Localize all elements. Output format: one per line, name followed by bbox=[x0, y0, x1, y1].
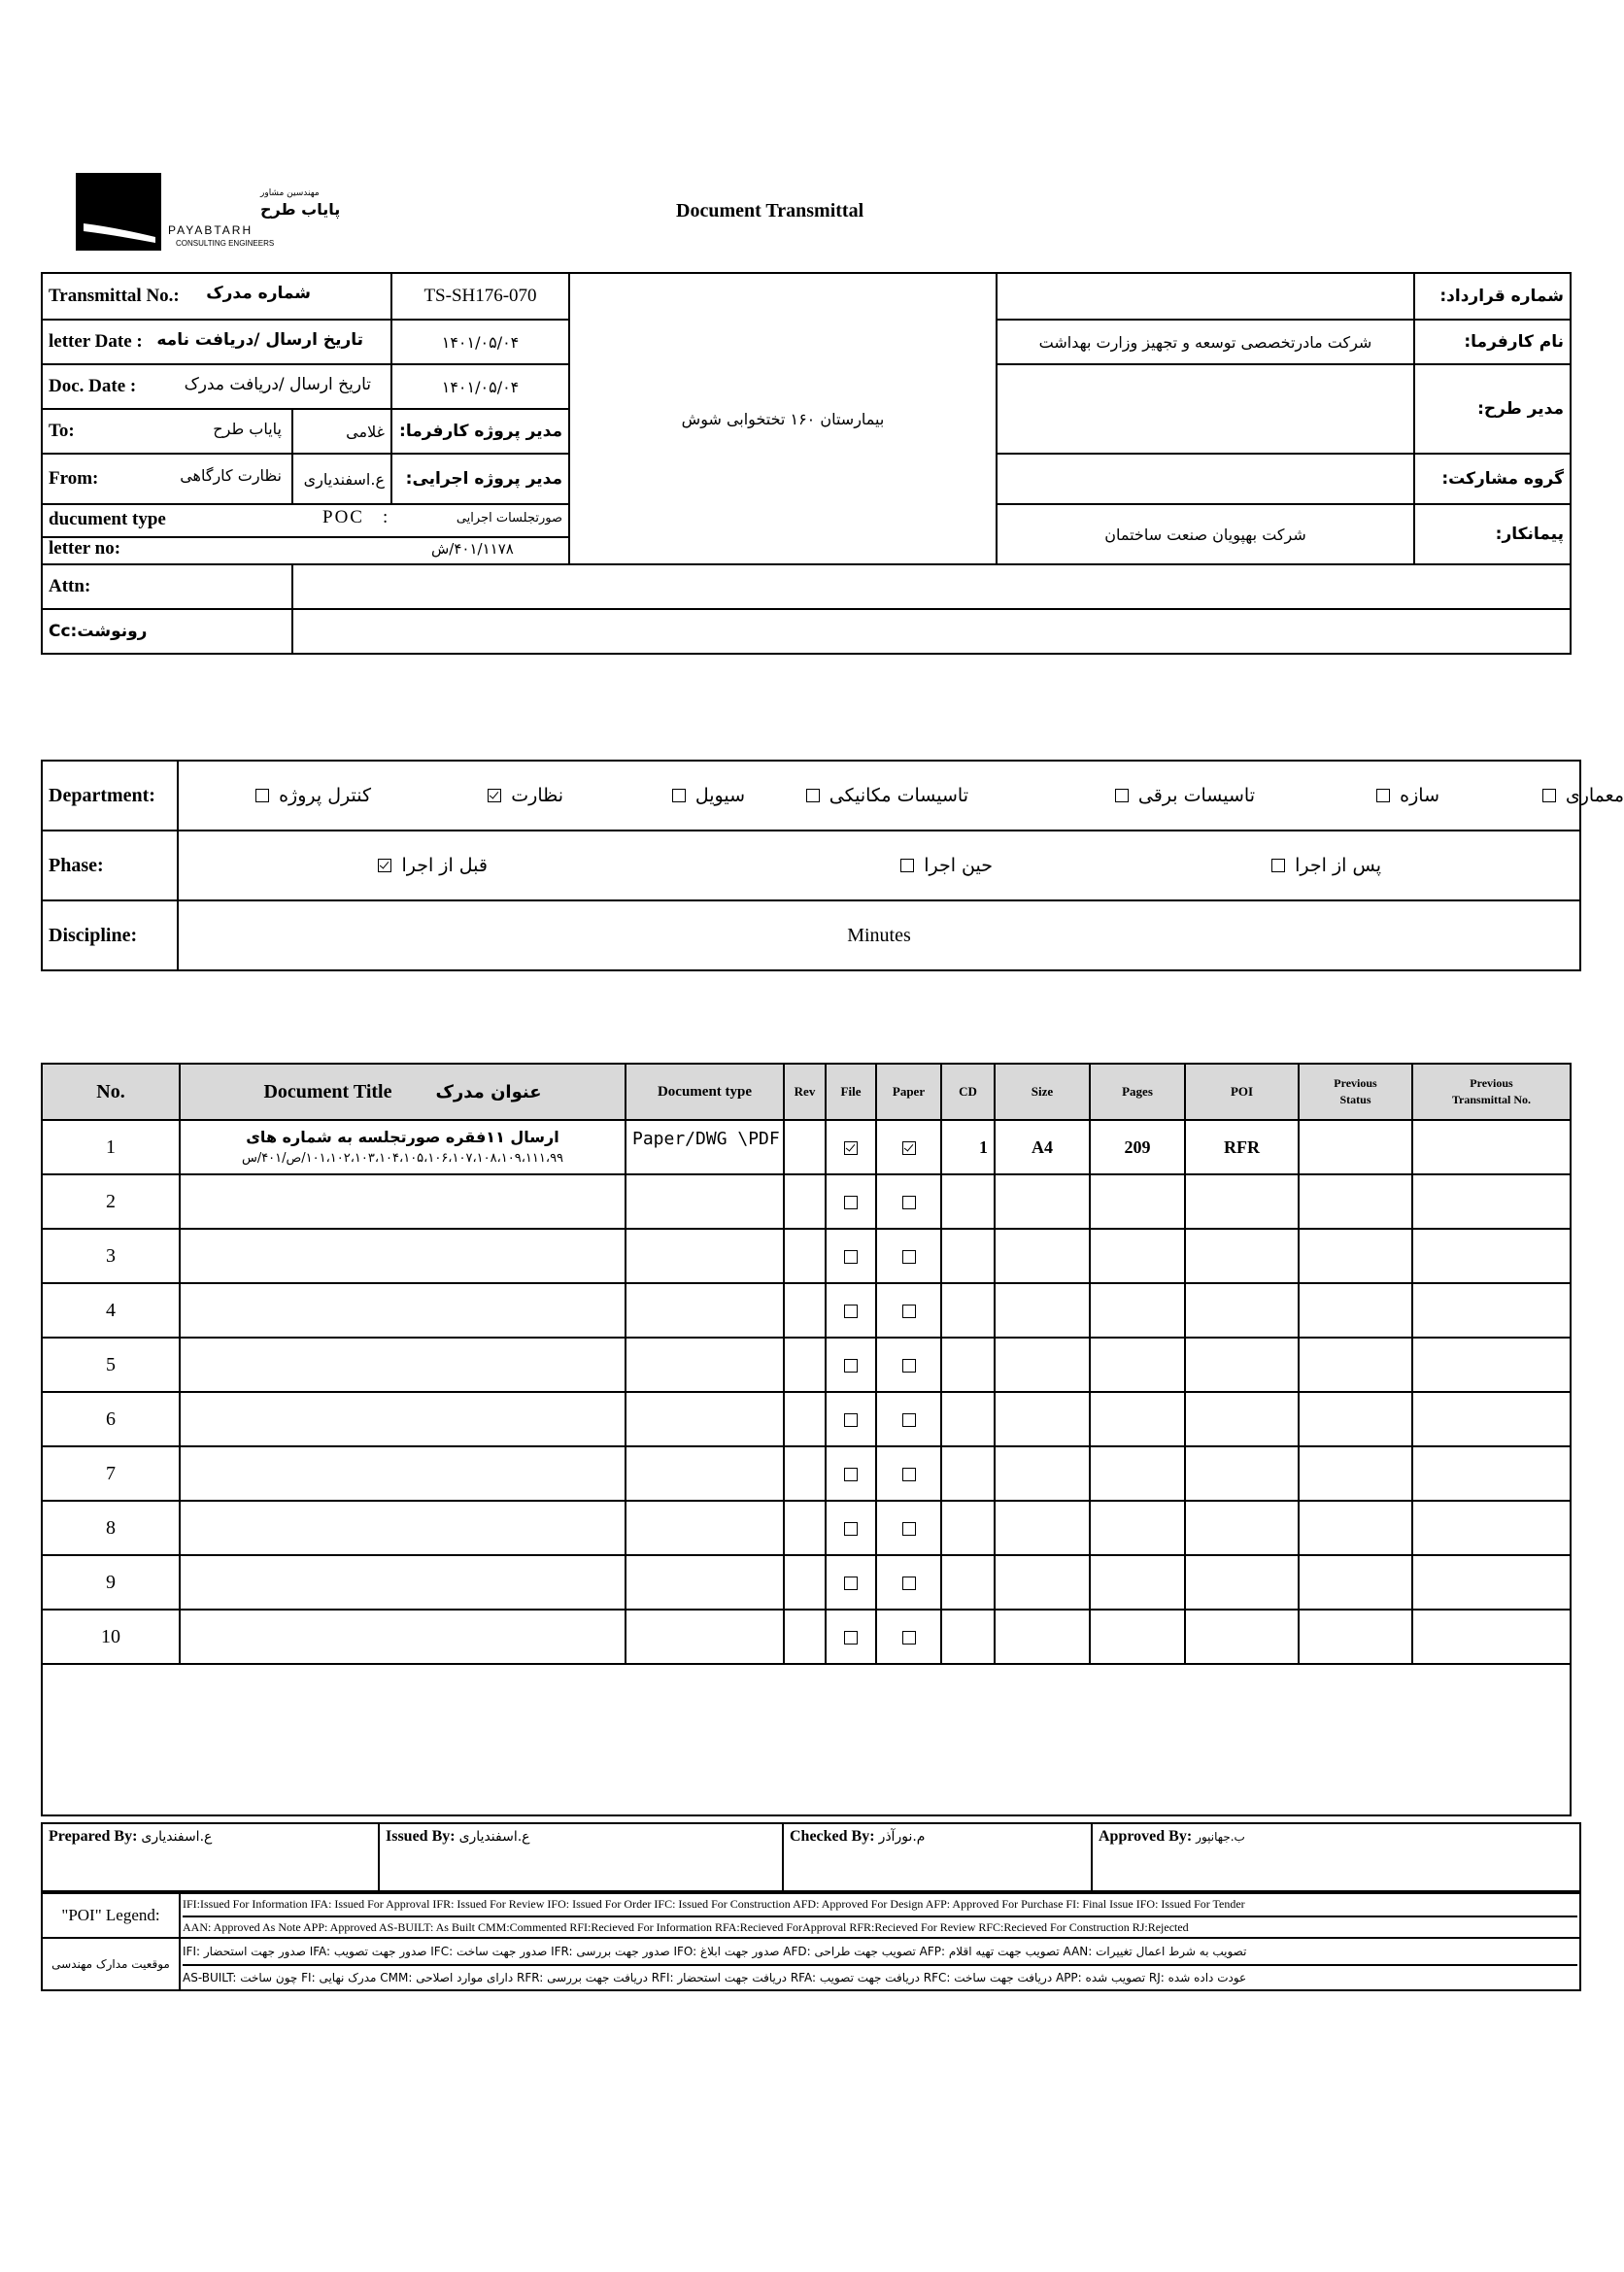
checkbox-icon[interactable] bbox=[1115, 789, 1129, 802]
row-poi bbox=[1185, 1229, 1299, 1283]
company-logo bbox=[76, 173, 341, 254]
row-size: A4 bbox=[995, 1120, 1090, 1174]
row-poi bbox=[1185, 1283, 1299, 1338]
row-rev bbox=[784, 1610, 826, 1664]
row-size bbox=[995, 1338, 1090, 1392]
doc-type-colon: : bbox=[383, 507, 389, 527]
logo-fa-line2: پایاب طرح bbox=[260, 200, 341, 219]
issued-by-label: Issued By: bbox=[386, 1828, 456, 1845]
contract-no-value bbox=[997, 273, 1414, 320]
phase-option[interactable] bbox=[900, 855, 993, 876]
poi-legend-body bbox=[180, 1893, 1580, 1938]
department-option-label: سازه bbox=[1400, 785, 1439, 806]
row-poi bbox=[1185, 1555, 1299, 1610]
row-cd bbox=[941, 1283, 995, 1338]
position-legend-line1: IFI: صدور جهت استحضار IFA: صدور جهت تصویب IFC: صدور جهت ساخت IFR: صدور جهت بررسی IFO: صدور جهت ابلاغ AFD: تصویب جهت طراحی AFP: تصویب جهت تهیه اقلام AAN: تصویب به شرط اعمال تغییرات bbox=[183, 1939, 1577, 1966]
col-header-size: Size bbox=[995, 1064, 1090, 1120]
partner-group-value bbox=[997, 454, 1414, 504]
row-doc-type bbox=[626, 1501, 784, 1555]
row-cd bbox=[941, 1555, 995, 1610]
doc-date-value: ۱۴۰۱/۰۵/۰۴ bbox=[391, 364, 569, 409]
row-cd bbox=[941, 1229, 995, 1283]
checkbox-checked-icon[interactable] bbox=[378, 859, 391, 872]
col-header-prev-status-2: Status bbox=[1339, 1093, 1371, 1106]
checkbox-icon[interactable] bbox=[844, 1250, 858, 1264]
checkbox-icon[interactable] bbox=[902, 1631, 916, 1645]
attn-label: Attn: bbox=[42, 564, 292, 609]
transmittal-no-value: TS-SH176-070 bbox=[391, 273, 569, 320]
row-pages bbox=[1090, 1446, 1185, 1501]
col-header-rev: Rev bbox=[784, 1064, 826, 1120]
row-prev-transmittal bbox=[1412, 1338, 1571, 1392]
row-rev bbox=[784, 1338, 826, 1392]
row-prev-transmittal bbox=[1412, 1446, 1571, 1501]
department-option-label: معماری bbox=[1565, 785, 1624, 806]
row-file bbox=[826, 1610, 876, 1664]
row-pages bbox=[1090, 1229, 1185, 1283]
transmittal-no-label-en: Transmittal No.: bbox=[49, 286, 180, 306]
col-header-poi: POI bbox=[1185, 1064, 1299, 1120]
row-prev-status bbox=[1299, 1120, 1412, 1174]
row-paper bbox=[876, 1338, 941, 1392]
from-label: From: bbox=[49, 468, 99, 489]
logo-en-line1: PAYABTARH bbox=[168, 223, 254, 237]
prepared-by-label: Prepared By: bbox=[49, 1828, 138, 1845]
client-pm-name: غلامی bbox=[292, 409, 391, 454]
doc-type-code: POC bbox=[322, 507, 364, 527]
employer-label: نام کارفرما: bbox=[1414, 320, 1571, 364]
row-no: 6 bbox=[42, 1392, 180, 1446]
checkbox-icon[interactable] bbox=[806, 789, 820, 802]
checkbox-checked-icon[interactable] bbox=[844, 1141, 858, 1155]
document-row bbox=[42, 1446, 1571, 1501]
row-poi bbox=[1185, 1338, 1299, 1392]
col-header-paper: Paper bbox=[876, 1064, 941, 1120]
row-paper bbox=[876, 1283, 941, 1338]
row-pages: 209 bbox=[1090, 1120, 1185, 1174]
row-size bbox=[995, 1610, 1090, 1664]
document-row bbox=[42, 1174, 1571, 1229]
signatures-table bbox=[41, 1822, 1581, 1892]
row-poi bbox=[1185, 1446, 1299, 1501]
row-rev bbox=[784, 1555, 826, 1610]
row-prev-status bbox=[1299, 1555, 1412, 1610]
transmittal-info-table bbox=[41, 272, 1572, 655]
row-doc-type bbox=[626, 1446, 784, 1501]
logo-fa-line1: مهندسین مشاور bbox=[260, 188, 320, 198]
checkbox-checked-icon[interactable] bbox=[488, 789, 501, 802]
department-option-label: تاسیسات مکانیکی bbox=[829, 785, 968, 806]
issued-by-value: ع.اسفندیاری bbox=[458, 1829, 530, 1845]
client-pm-label: مدیر پروژه کارفرما: bbox=[391, 409, 569, 454]
checkbox-icon[interactable] bbox=[1271, 859, 1285, 872]
row-size bbox=[995, 1229, 1090, 1283]
doc-date-label-en: Doc. Date : bbox=[49, 376, 137, 396]
approved-by-cell bbox=[1092, 1823, 1580, 1891]
row-prev-status bbox=[1299, 1229, 1412, 1283]
row-pages bbox=[1090, 1338, 1185, 1392]
checkbox-icon[interactable] bbox=[902, 1196, 916, 1209]
col-header-prev-transmittal bbox=[1412, 1064, 1571, 1120]
row-title-line1: ارسال ۱۱فقره صورتجلسه به شماره های bbox=[246, 1128, 559, 1146]
row-no: 10 bbox=[42, 1610, 180, 1664]
document-row bbox=[42, 1392, 1571, 1446]
page-title: Document Transmittal bbox=[676, 200, 864, 221]
row-title bbox=[180, 1229, 626, 1283]
col-header-pages: Pages bbox=[1090, 1064, 1185, 1120]
document-row bbox=[42, 1555, 1571, 1610]
row-paper bbox=[876, 1392, 941, 1446]
partner-group-label: گروه مشارکت: bbox=[1414, 454, 1571, 504]
classification-table bbox=[41, 760, 1624, 971]
row-rev bbox=[784, 1174, 826, 1229]
prepared-by-cell bbox=[42, 1823, 379, 1891]
checkbox-checked-icon[interactable] bbox=[902, 1141, 916, 1155]
row-title bbox=[180, 1555, 626, 1610]
checkbox-icon[interactable] bbox=[902, 1413, 916, 1427]
phase-option-label: پس از اجرا bbox=[1295, 855, 1381, 876]
exec-pm-name: ع.اسفندیاری bbox=[292, 454, 391, 504]
row-cd bbox=[941, 1338, 995, 1392]
row-paper bbox=[876, 1446, 941, 1501]
phase-option[interactable] bbox=[378, 855, 488, 876]
position-legend-line2: AS-BUILT: چون ساخت FI: مدرک نهایی CMM: دارای موارد اصلاحی RFR: دریافت جهت بررسی RFI: دریافت جهت استحضار RFA: دریافت جهت تصویب RFC: دریافت جهت ساخت APP: تصویب شده RJ: عودت داده شده bbox=[183, 1971, 1247, 1984]
row-rev bbox=[784, 1392, 826, 1446]
row-prev-transmittal bbox=[1412, 1555, 1571, 1610]
row-prev-transmittal bbox=[1412, 1392, 1571, 1446]
contractor-value: شرکت بهپویان صنعت ساختمان bbox=[997, 504, 1414, 564]
document-row bbox=[42, 1229, 1571, 1283]
col-header-no: No. bbox=[42, 1064, 180, 1120]
doc-date-cell bbox=[42, 364, 391, 409]
letter-date-label-en: letter Date : bbox=[49, 331, 143, 352]
department-option[interactable] bbox=[255, 785, 371, 806]
checkbox-icon[interactable] bbox=[255, 789, 269, 802]
doc-type-label: ducument type bbox=[49, 509, 166, 529]
row-paper bbox=[876, 1555, 941, 1610]
letter-date-value: ۱۴۰۱/۰۵/۰۴ bbox=[391, 320, 569, 364]
row-size bbox=[995, 1446, 1090, 1501]
row-title bbox=[180, 1392, 626, 1446]
checkbox-icon[interactable] bbox=[902, 1359, 916, 1373]
row-poi bbox=[1185, 1392, 1299, 1446]
row-cd bbox=[941, 1446, 995, 1501]
department-option[interactable] bbox=[1115, 785, 1255, 806]
department-label: Department: bbox=[42, 761, 178, 831]
row-title bbox=[180, 1120, 626, 1174]
logo-en-line2: CONSULTING ENGINEERS bbox=[176, 239, 275, 248]
phase-options bbox=[178, 831, 1580, 900]
row-rev bbox=[784, 1446, 826, 1501]
row-prev-status bbox=[1299, 1338, 1412, 1392]
poi-legend-line2: AAN: Approved As Note APP: Approved AS-BUILT: As Built CMM:Commented RFI:Recieved For Information RFA:Recieved ForApproval RFR:Recieved For Review RFC:Recieved For Construction RJ:Rejected bbox=[183, 1920, 1189, 1934]
row-title bbox=[180, 1501, 626, 1555]
row-prev-transmittal bbox=[1412, 1610, 1571, 1664]
col-header-prev-trans-1: Previous bbox=[1470, 1076, 1513, 1090]
col-header-title-fa: عنوان مدرک bbox=[435, 1081, 542, 1102]
department-option-label: سیویل bbox=[694, 785, 745, 806]
row-file bbox=[826, 1338, 876, 1392]
row-size bbox=[995, 1392, 1090, 1446]
checkbox-icon[interactable] bbox=[902, 1305, 916, 1318]
row-no: 1 bbox=[42, 1120, 180, 1174]
row-rev bbox=[784, 1283, 826, 1338]
row-prev-status bbox=[1299, 1501, 1412, 1555]
row-no: 2 bbox=[42, 1174, 180, 1229]
employer-value: شرکت مادرتخصصی توسعه و تجهیز وزارت بهداشت bbox=[997, 320, 1414, 364]
col-header-prev-status-1: Previous bbox=[1334, 1076, 1377, 1090]
row-file bbox=[826, 1555, 876, 1610]
phase-label: Phase: bbox=[42, 831, 178, 900]
row-doc-type bbox=[626, 1610, 784, 1664]
row-doc-type bbox=[626, 1338, 784, 1392]
row-prev-transmittal bbox=[1412, 1120, 1571, 1174]
checkbox-icon[interactable] bbox=[844, 1196, 858, 1209]
row-paper bbox=[876, 1120, 941, 1174]
col-header-title-en: Document Title bbox=[263, 1080, 392, 1102]
department-option[interactable] bbox=[488, 785, 563, 806]
row-cd bbox=[941, 1174, 995, 1229]
to-value: پایاب طرح bbox=[213, 420, 282, 438]
row-doc-type bbox=[626, 1283, 784, 1338]
design-manager-value bbox=[997, 364, 1414, 454]
letter-no-value: ۴۰۱/۱۱۷۸/ش bbox=[431, 540, 514, 558]
row-size bbox=[995, 1555, 1090, 1610]
row-size bbox=[995, 1501, 1090, 1555]
checkbox-icon[interactable] bbox=[900, 859, 914, 872]
row-title bbox=[180, 1283, 626, 1338]
approved-by-label: Approved By: bbox=[1099, 1828, 1193, 1845]
document-row bbox=[42, 1338, 1571, 1392]
row-title-line2: ۱۰۱،۱۰۲،۱۰۳،۱۰۴،۱۰۵،۱۰۶،۱۰۷،۱۰۸،۱۰۹،۱۱۱،۹۹/ص/۴۰۱/س bbox=[241, 1151, 564, 1166]
row-file bbox=[826, 1283, 876, 1338]
row-paper bbox=[876, 1229, 941, 1283]
department-option-label: نظارت bbox=[511, 785, 563, 806]
phase-option-label: قبل از اجرا bbox=[401, 855, 488, 876]
row-no: 7 bbox=[42, 1446, 180, 1501]
checkbox-icon[interactable] bbox=[902, 1468, 916, 1481]
row-title bbox=[180, 1174, 626, 1229]
checked-by-value: م.نورآذر bbox=[878, 1829, 926, 1845]
remarks-area bbox=[42, 1664, 1571, 1815]
department-option-label: کنترل پروژه bbox=[279, 785, 371, 806]
legend-table bbox=[41, 1892, 1581, 1991]
col-header-title bbox=[180, 1064, 626, 1120]
row-pages bbox=[1090, 1392, 1185, 1446]
checkbox-icon[interactable] bbox=[1376, 789, 1390, 802]
row-no: 9 bbox=[42, 1555, 180, 1610]
department-option[interactable] bbox=[1542, 785, 1624, 806]
row-file bbox=[826, 1174, 876, 1229]
row-rev bbox=[784, 1501, 826, 1555]
row-prev-transmittal bbox=[1412, 1174, 1571, 1229]
row-poi bbox=[1185, 1501, 1299, 1555]
row-doc-type bbox=[626, 1229, 784, 1283]
row-pages bbox=[1090, 1555, 1185, 1610]
row-prev-transmittal bbox=[1412, 1229, 1571, 1283]
attn-value bbox=[292, 564, 1571, 609]
col-header-file: File bbox=[826, 1064, 876, 1120]
letter-no-label: letter no: bbox=[49, 538, 121, 559]
from-cell bbox=[42, 454, 292, 504]
row-cd: 1 bbox=[941, 1120, 995, 1174]
department-option[interactable] bbox=[1376, 785, 1439, 806]
row-no: 4 bbox=[42, 1283, 180, 1338]
row-prev-transmittal bbox=[1412, 1501, 1571, 1555]
checkbox-icon[interactable] bbox=[902, 1522, 916, 1536]
checkbox-icon[interactable] bbox=[844, 1413, 858, 1427]
row-prev-status bbox=[1299, 1446, 1412, 1501]
checkbox-icon[interactable] bbox=[672, 789, 686, 802]
row-file bbox=[826, 1446, 876, 1501]
doc-type-cell bbox=[42, 504, 569, 564]
checkbox-icon[interactable] bbox=[844, 1359, 858, 1373]
phase-option[interactable] bbox=[1271, 855, 1381, 876]
checkbox-icon[interactable] bbox=[844, 1631, 858, 1645]
documents-table bbox=[41, 1063, 1572, 1816]
row-doc-type bbox=[626, 1174, 784, 1229]
row-doc-type bbox=[626, 1555, 784, 1610]
row-poi bbox=[1185, 1610, 1299, 1664]
row-file bbox=[826, 1501, 876, 1555]
row-prev-status bbox=[1299, 1283, 1412, 1338]
position-legend-body bbox=[180, 1938, 1580, 1990]
document-row bbox=[42, 1120, 1571, 1174]
row-title bbox=[180, 1446, 626, 1501]
checked-by-cell bbox=[783, 1823, 1092, 1891]
department-option-label: تاسیسات برقی bbox=[1137, 785, 1255, 806]
contract-no-label: شماره قرارداد: bbox=[1414, 273, 1571, 320]
checkbox-icon[interactable] bbox=[1542, 789, 1556, 802]
row-paper bbox=[876, 1174, 941, 1229]
phase-option-label: حین اجرا bbox=[924, 855, 993, 876]
row-file bbox=[826, 1120, 876, 1174]
row-no: 3 bbox=[42, 1229, 180, 1283]
row-prev-status bbox=[1299, 1392, 1412, 1446]
letter-date-label-fa: تاریخ ارسال /دریافت نامه bbox=[156, 330, 363, 350]
department-option[interactable] bbox=[672, 785, 745, 806]
department-option[interactable] bbox=[806, 785, 968, 806]
checkbox-icon[interactable] bbox=[902, 1250, 916, 1264]
issued-by-cell bbox=[379, 1823, 783, 1891]
row-poi: RFR bbox=[1185, 1120, 1299, 1174]
letter-date-cell bbox=[42, 320, 391, 364]
col-header-prev-status bbox=[1299, 1064, 1412, 1120]
row-pages bbox=[1090, 1501, 1185, 1555]
discipline-value: Minutes bbox=[178, 900, 1580, 970]
logo-mark-icon bbox=[76, 173, 163, 251]
checkbox-icon[interactable] bbox=[844, 1522, 858, 1536]
row-cd bbox=[941, 1501, 995, 1555]
row-pages bbox=[1090, 1283, 1185, 1338]
row-no: 8 bbox=[42, 1501, 180, 1555]
document-row bbox=[42, 1501, 1571, 1555]
row-file bbox=[826, 1229, 876, 1283]
checked-by-label: Checked By: bbox=[790, 1828, 875, 1845]
row-paper bbox=[876, 1610, 941, 1664]
row-doc-type bbox=[626, 1392, 784, 1446]
to-cell bbox=[42, 409, 292, 454]
row-no: 5 bbox=[42, 1338, 180, 1392]
doc-type-fa: صورتجلسات اجرایی bbox=[456, 511, 562, 526]
row-paper bbox=[876, 1501, 941, 1555]
cc-label: Cc:رونوشت bbox=[42, 609, 292, 654]
row-title bbox=[180, 1338, 626, 1392]
row-poi bbox=[1185, 1174, 1299, 1229]
prepared-by-value: ع.اسفندیاری bbox=[141, 1829, 213, 1845]
poi-legend-line1: IFI:Issued For Information IFA: Issued For Approval IFR: Issued For Review IFO: Issued For Order IFC: Issued For Construction AFD: Approved For Design AFP: Approved For Purchase FI: Final Issue IFO: Issued For Tender bbox=[183, 1894, 1577, 1917]
row-pages bbox=[1090, 1174, 1185, 1229]
row-prev-status bbox=[1299, 1610, 1412, 1664]
row-prev-transmittal bbox=[1412, 1283, 1571, 1338]
exec-pm-label: مدیر پروژه اجرایی: bbox=[391, 454, 569, 504]
cc-value bbox=[292, 609, 1571, 654]
document-row bbox=[42, 1283, 1571, 1338]
transmittal-no-cell bbox=[42, 273, 391, 320]
to-label: To: bbox=[49, 421, 75, 441]
approved-by-value: ب.جهانپور bbox=[1196, 1830, 1245, 1844]
row-title bbox=[180, 1610, 626, 1664]
col-header-doc-type: Document type bbox=[626, 1064, 784, 1120]
row-cd bbox=[941, 1610, 995, 1664]
row-rev bbox=[784, 1120, 826, 1174]
row-doc-type: Paper/DWG \PDF bbox=[626, 1120, 784, 1174]
doc-date-label-fa: تاریخ ارسال /دریافت مدرک bbox=[184, 375, 371, 394]
row-prev-status bbox=[1299, 1174, 1412, 1229]
discipline-label: Discipline: bbox=[42, 900, 178, 970]
checkbox-icon[interactable] bbox=[844, 1577, 858, 1590]
project-name: بیمارستان ۱۶۰ تختخوابی شوش bbox=[569, 273, 997, 564]
design-manager-label: مدیر طرح: bbox=[1414, 364, 1571, 454]
from-value: نظارت کارگاهی bbox=[180, 466, 282, 485]
row-size bbox=[995, 1283, 1090, 1338]
poi-legend-label: "POI" Legend: bbox=[42, 1893, 180, 1938]
col-header-prev-trans-2: Transmittal No. bbox=[1451, 1093, 1532, 1106]
checkbox-icon[interactable] bbox=[844, 1305, 858, 1318]
row-file bbox=[826, 1392, 876, 1446]
row-cd bbox=[941, 1392, 995, 1446]
department-options bbox=[178, 761, 1624, 831]
transmittal-no-label-fa: شماره مدرک bbox=[206, 284, 311, 303]
document-row bbox=[42, 1610, 1571, 1664]
row-rev bbox=[784, 1229, 826, 1283]
row-pages bbox=[1090, 1610, 1185, 1664]
col-header-cd: CD bbox=[941, 1064, 995, 1120]
checkbox-icon[interactable] bbox=[844, 1468, 858, 1481]
contractor-label: پیمانکار: bbox=[1414, 504, 1571, 564]
position-legend-label: موقعیت مدارک مهندسی bbox=[42, 1938, 180, 1990]
row-size bbox=[995, 1174, 1090, 1229]
checkbox-icon[interactable] bbox=[902, 1577, 916, 1590]
